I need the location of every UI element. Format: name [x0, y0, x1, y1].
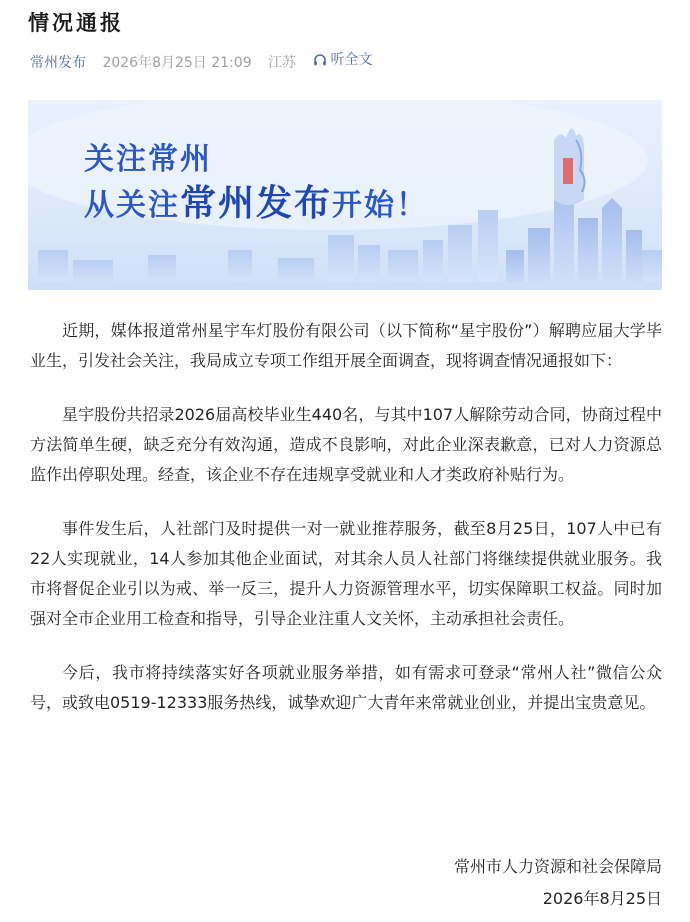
publish-location: 江苏: [268, 55, 297, 71]
listen-label: 听全文: [330, 52, 373, 68]
headphones-icon: [313, 53, 327, 67]
paragraph-3: 事件发生后，人社部门及时提供一对一就业推荐服务，截至8月25日，107人中已有22人实现就业，14人参加其他企业面试，对其余人员人社部门将继续提供就业服务。我市将督促企业引以为戒、举一反三，提升人力资源管理水平，切实保障职工权益。同时加强对全市企业用工检查和指导，引导企业注重人文关怀，主动承担社会责任。: [30, 519, 662, 628]
banner-headline: 关注常州: [84, 142, 212, 177]
listen-button[interactable]: [313, 50, 385, 70]
article-meta: [30, 50, 397, 70]
paragraph-4: 今后，我市将持续落实好各项就业服务举措，如有需求可登录“常州人社”微信公众号，或致电0519-12333服务热线，诚挚欢迎广大青年来常就业创业，并提出宝贵意见。: [30, 663, 662, 712]
publish-datetime: 2026年8月25日 21:09: [102, 55, 252, 71]
banner-subheadline-prefix: 从关注: [84, 188, 180, 223]
signature-date: 2026年8月25日: [542, 889, 662, 908]
paragraph-2: 星宇股份共招录2026届高校毕业生440名，与其中107人解除劳动合同，协商过程中方法简单生硬，缺乏充分有效沟通，造成不良影响，对此企业深表歉意，已对人力资源总监作出停职处理。经查，该企业不存在违规享受就业和人才类政府补贴行为。: [30, 405, 662, 484]
banner-subheadline-suffix: 开始！: [332, 188, 429, 223]
source-link[interactable]: 常州发布: [30, 55, 86, 71]
banner-brand-name: 常州发布: [180, 183, 333, 224]
signature-organization: 常州市人力资源和社会保障局: [453, 857, 662, 876]
article-body: [30, 316, 662, 742]
article-title: 情况通报: [28, 11, 124, 35]
paragraph-1: 近期，媒体报道常州星宇车灯股份有限公司（以下简称“星宇股份”）解聘应届大学毕业生，引发社会关注，我局成立专项工作组开展全面调查，现将调查情况通报如下：: [30, 321, 662, 370]
banner-subheadline: [84, 184, 428, 226]
promo-banner[interactable]: [28, 100, 662, 290]
